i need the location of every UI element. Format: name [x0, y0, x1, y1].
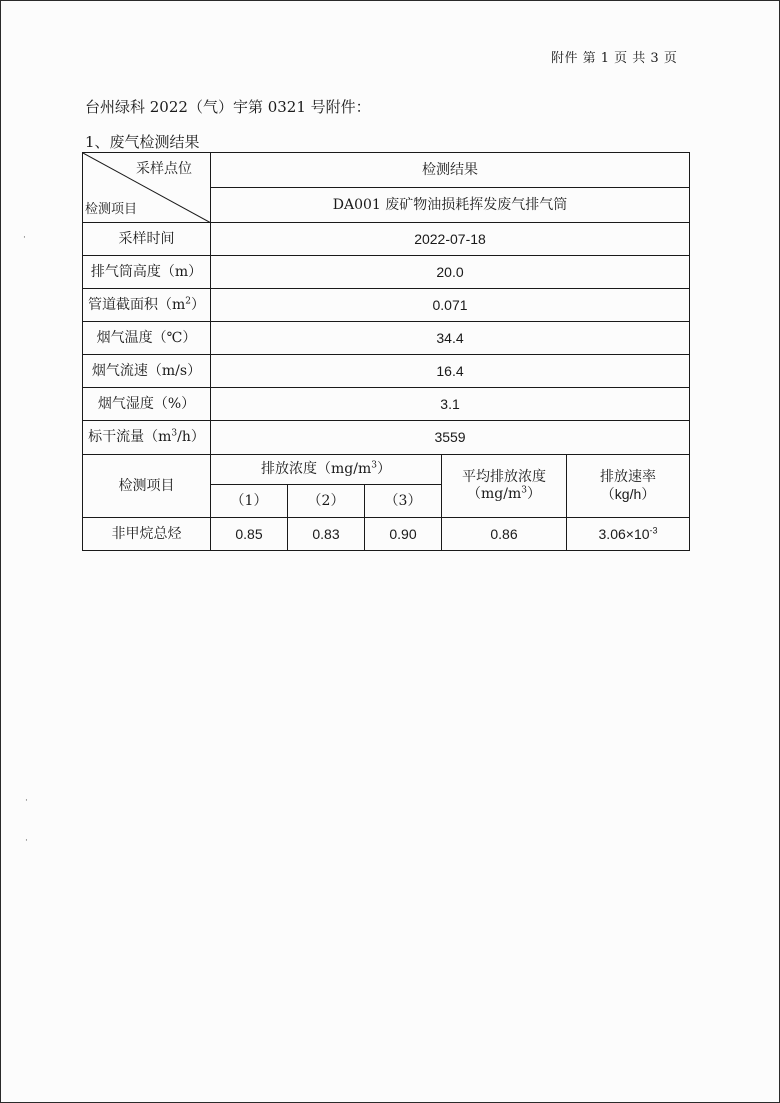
- param-value: 16.4: [211, 355, 690, 388]
- param-row: [83, 289, 690, 322]
- param-label: 标干流量$(m^3/h)$: [83, 421, 211, 455]
- param-row: [83, 388, 690, 421]
- header-corner-cell: [83, 153, 211, 223]
- param-value: 3559: [211, 421, 690, 455]
- test-item-name: 非甲烷总烃: [83, 518, 211, 551]
- document-reference: 台州绿科 2022（气）宇第 0321 号附件：: [85, 98, 371, 116]
- emission-concentration-header: 排放浓度$(mg/m^3)$: [211, 455, 442, 485]
- sample-1-value: 0.85: [211, 518, 288, 551]
- param-label: 烟气流速（m/s）: [83, 355, 211, 388]
- result-header: 检测结果: [211, 153, 690, 188]
- param-value: 3.1: [211, 388, 690, 421]
- param-row: [83, 421, 690, 455]
- param-row: [83, 355, 690, 388]
- sample-1-header: （1）: [211, 485, 288, 518]
- sample-2-header: （2）: [288, 485, 365, 518]
- emission-rate-header: 排放速率 （kg/h）: [567, 455, 690, 518]
- average-concentration-header: 平均排放浓度 $(mg/m^3)$: [442, 455, 567, 518]
- corner-test-item-label: 检测项目: [85, 202, 138, 218]
- average-concentration-value: 0.86: [442, 518, 567, 551]
- scan-speck: ·: [23, 233, 26, 243]
- param-label: 采样时间: [83, 223, 211, 256]
- corner-sampling-point-label: 采样点位: [136, 161, 192, 177]
- param-row: [83, 256, 690, 289]
- param-row: [83, 322, 690, 355]
- param-value: 20.0: [211, 256, 690, 289]
- test-item-header: 检测项目: [83, 455, 211, 518]
- emission-rate-value: $3.06\times 10^{-3}$: [567, 518, 690, 551]
- param-value: 2022-07-18: [211, 223, 690, 256]
- sample-2-value: 0.83: [288, 518, 365, 551]
- data-row: [83, 518, 690, 551]
- param-label: 烟气湿度（%）: [83, 388, 211, 421]
- exhaust-gas-results-table: [82, 152, 690, 551]
- sample-3-header: （3）: [365, 485, 442, 518]
- param-label: 烟气温度（℃）: [83, 322, 211, 355]
- sample-3-value: 0.90: [365, 518, 442, 551]
- param-label: 管道截面积$(m^2)$: [83, 289, 211, 322]
- page-number: 附件 第 1 页 共 3 页: [551, 51, 678, 66]
- param-value: 0.071: [211, 289, 690, 322]
- section-title: 1、废气检测结果: [85, 133, 200, 151]
- param-value: 34.4: [211, 322, 690, 355]
- sampling-point-name: DA001 废矿物油损耗挥发废气排气筒: [211, 188, 690, 223]
- scan-speck: ·: [25, 836, 28, 846]
- param-row: [83, 223, 690, 256]
- param-label: 排气筒高度（m）: [83, 256, 211, 289]
- scan-speck: ·: [25, 796, 28, 806]
